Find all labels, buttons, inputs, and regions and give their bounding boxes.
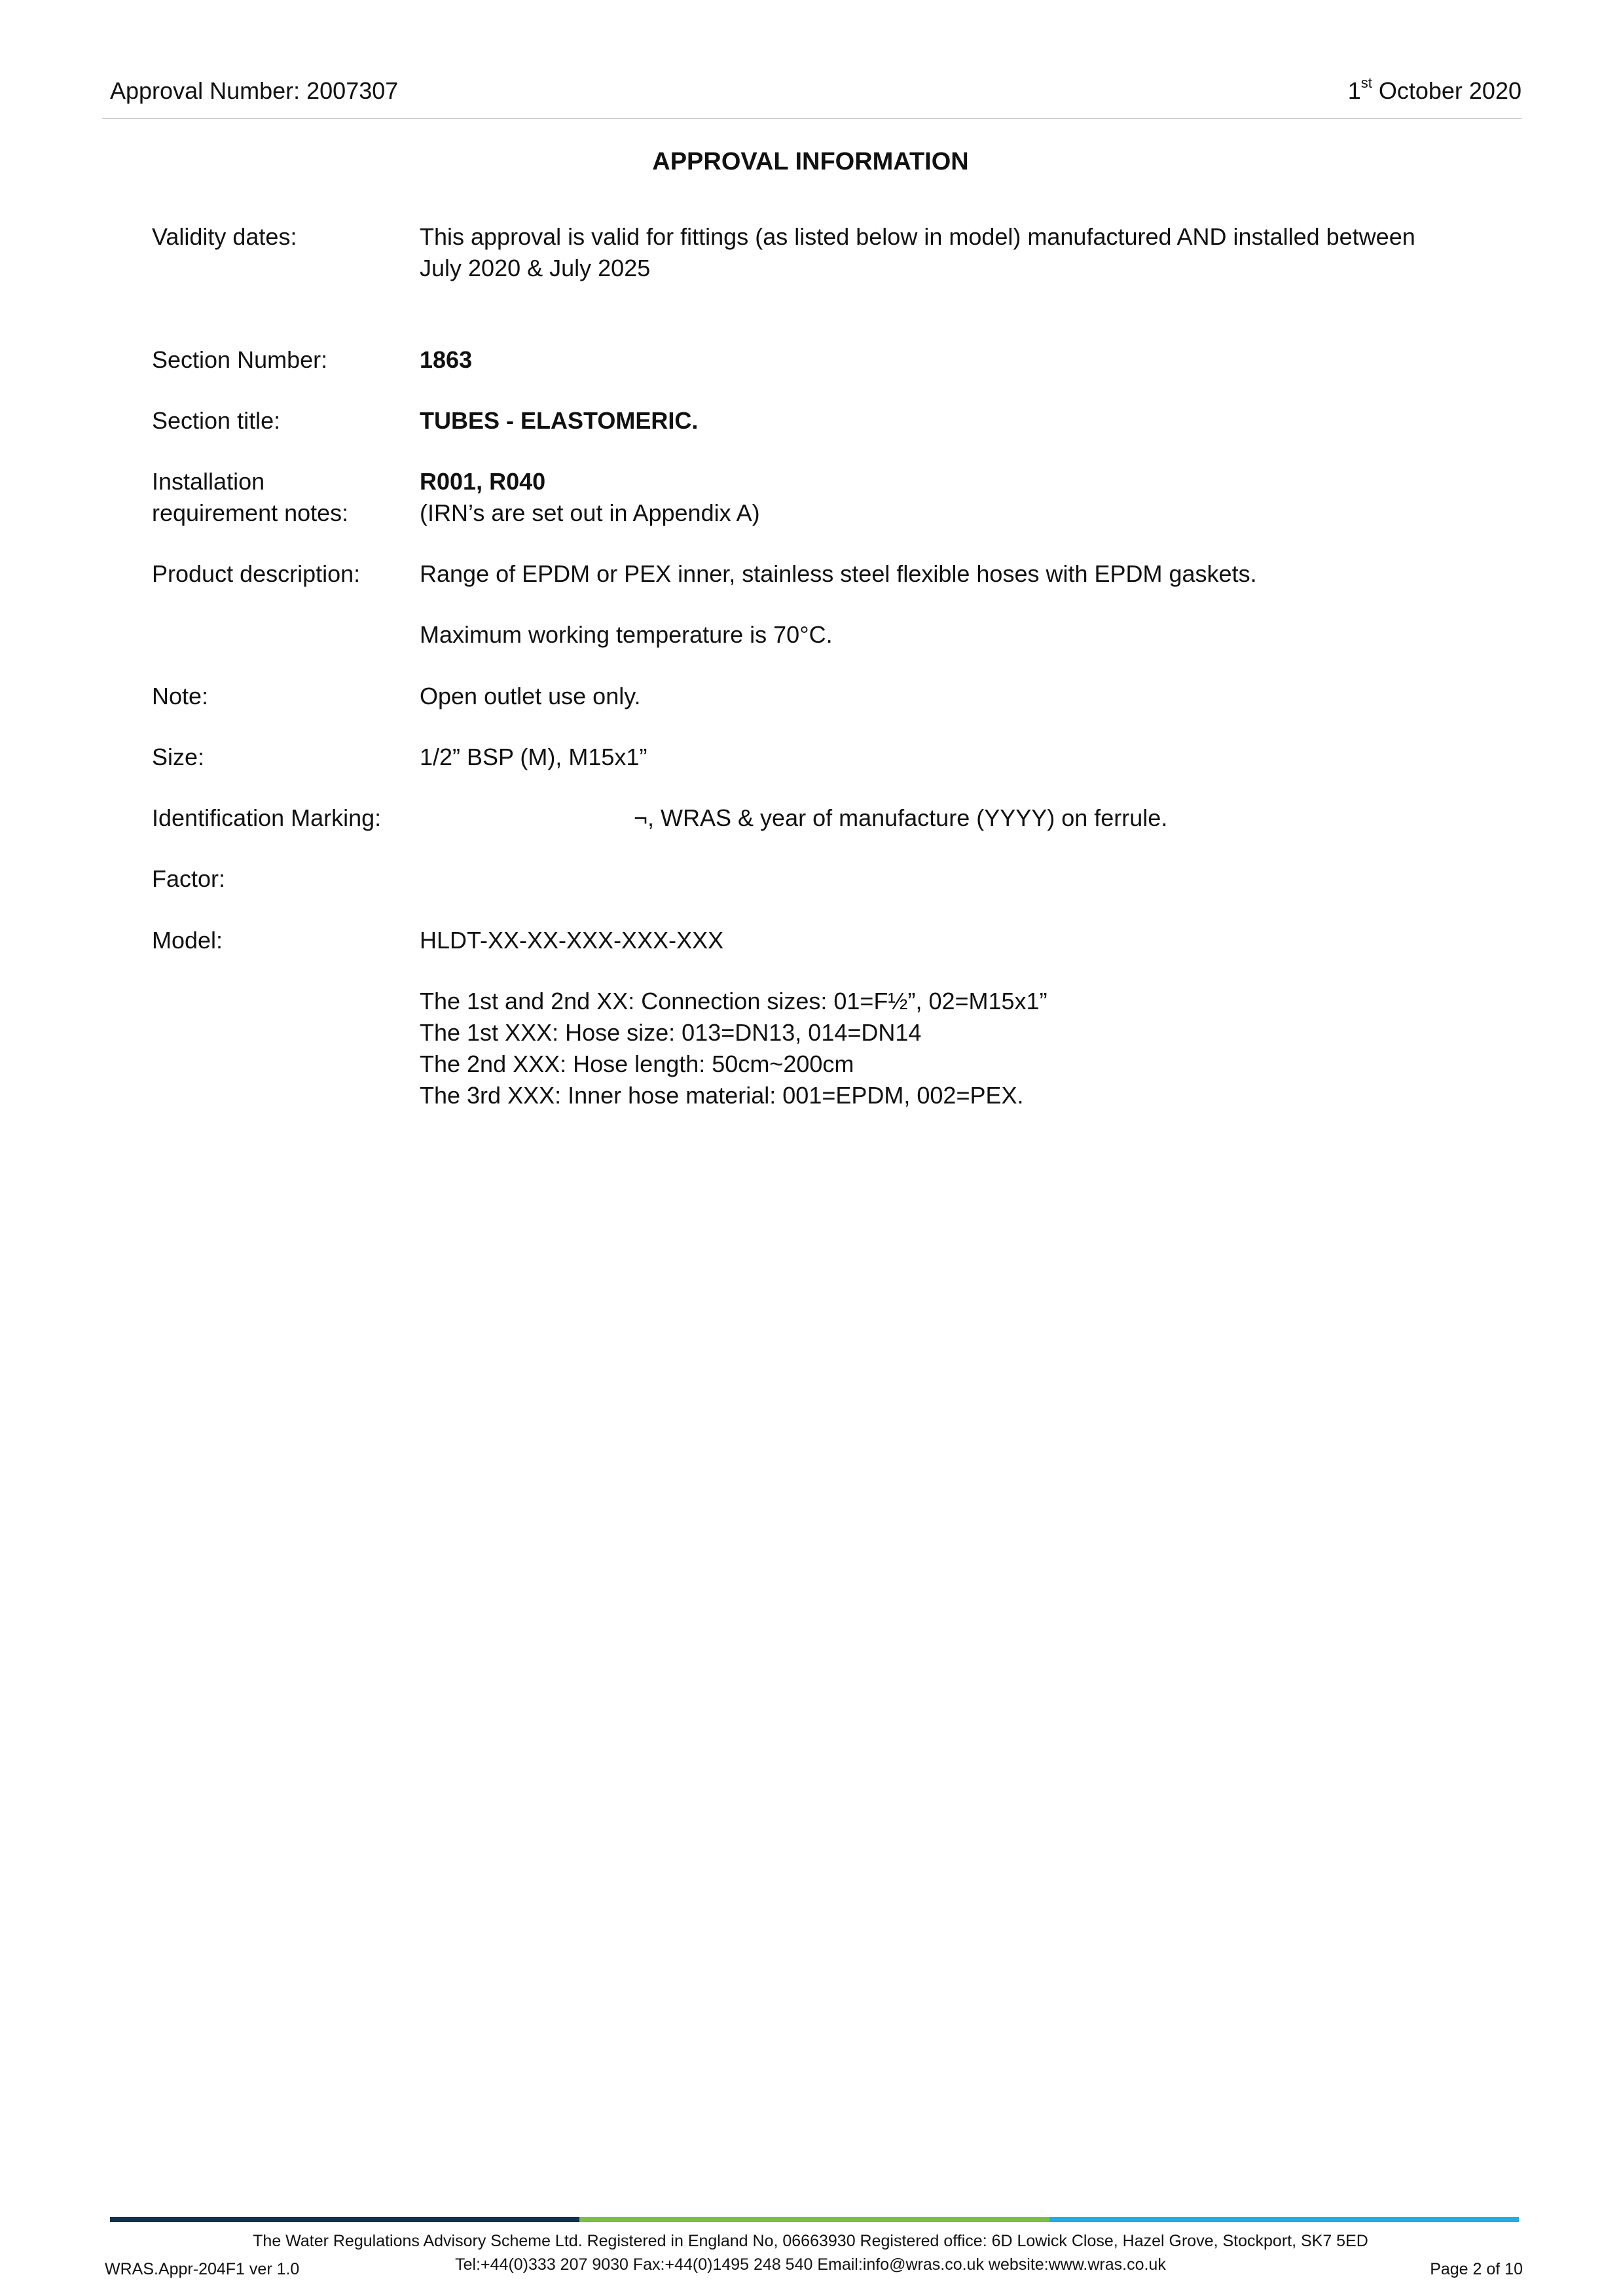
date-day: 1 [1347, 77, 1361, 104]
validity-label: Validity dates: [152, 223, 297, 250]
note-value: Open outlet use only. [420, 683, 641, 709]
footer-bar-segment [1049, 2217, 1519, 2222]
model-value [420, 925, 1533, 1111]
max-temperature: Maximum working temperature is 70°C. [420, 621, 833, 648]
footer-registration: The Water Regulations Advisory Scheme Ltd. Registered in England No, 06663930 Registered office: 6D Lowick Close, Hazel Grove, Stockport, SK7 5ED [253, 2232, 1368, 2250]
section-number-value: 1863 [420, 346, 473, 373]
product-description-line-1: Range of EPDM or PEX inner, stainless steel flexible hoses with EPDM gaskets. [420, 560, 1257, 587]
product-description-value [420, 558, 1533, 651]
footer-bar-segment [110, 2217, 579, 2222]
irn-codes: R001, R040 [420, 468, 546, 495]
form-reference: WRAS.Appr-204F1 ver 1.0 [105, 2260, 300, 2278]
validity-line-1: This approval is valid for fittings (as listed below in model) manufactured AND installed between [420, 223, 1415, 250]
page-number: Page 2 of 10 [1430, 2260, 1523, 2278]
section-number-label: Section Number: [152, 346, 328, 373]
size-label: Size: [152, 744, 205, 770]
installation-label-line-2: requirement notes: [152, 499, 349, 526]
page-title: APPROVAL INFORMATION [652, 148, 969, 175]
product-description-label: Product description: [152, 560, 361, 587]
model-key-line: The 1st XXX: Hose size: 013=DN13, 014=DN14 [420, 1019, 922, 1046]
model-key-line: The 1st and 2nd XX: Connection sizes: 01=F½”, 02=M15x1” [420, 988, 1047, 1014]
model-key-line: The 3rd XXX: Inner hose material: 001=EPDM, 002=PEX. [420, 1082, 1024, 1109]
model-label: Model: [152, 927, 223, 954]
header-divider [102, 118, 1521, 119]
model-code: HLDT-XX-XX-XXX-XXX-XXX [420, 927, 724, 954]
installation-value [420, 466, 1533, 529]
factor-label: Factor: [152, 865, 226, 892]
irn-note: (IRN’s are set out in Appendix A) [420, 499, 760, 526]
footer-bar-segment [579, 2217, 1049, 2222]
validity-value [420, 221, 1533, 284]
date-suffix: st [1360, 75, 1372, 91]
header-date [1348, 77, 1521, 105]
section-title-value: TUBES - ELASTOMERIC. [420, 407, 699, 434]
model-key-line: The 2nd XXX: Hose length: 50cm~200cm [420, 1050, 854, 1077]
footer-color-bar [110, 2217, 1519, 2222]
note-label: Note: [152, 683, 209, 709]
section-title-label: Section title: [152, 407, 281, 434]
installation-label-line-1: Installation [152, 468, 265, 495]
identification-label: Identification Marking: [152, 804, 382, 831]
validity-line-2: July 2020 & July 2025 [420, 255, 651, 281]
size-value: 1/2” BSP (M), M15x1” [420, 744, 647, 770]
date-month-year: October 2020 [1372, 77, 1521, 104]
identification-value: ¬, WRAS & year of manufacture (YYYY) on ferrule. [634, 804, 1168, 831]
approval-number: Approval Number: 2007307 [110, 77, 399, 104]
installation-label [152, 466, 414, 529]
footer-contact: Tel:+44(0)333 207 9030 Fax:+44(0)1495 248 540 Email:info@wras.co.uk website:www.wras.co.uk [455, 2255, 1166, 2274]
